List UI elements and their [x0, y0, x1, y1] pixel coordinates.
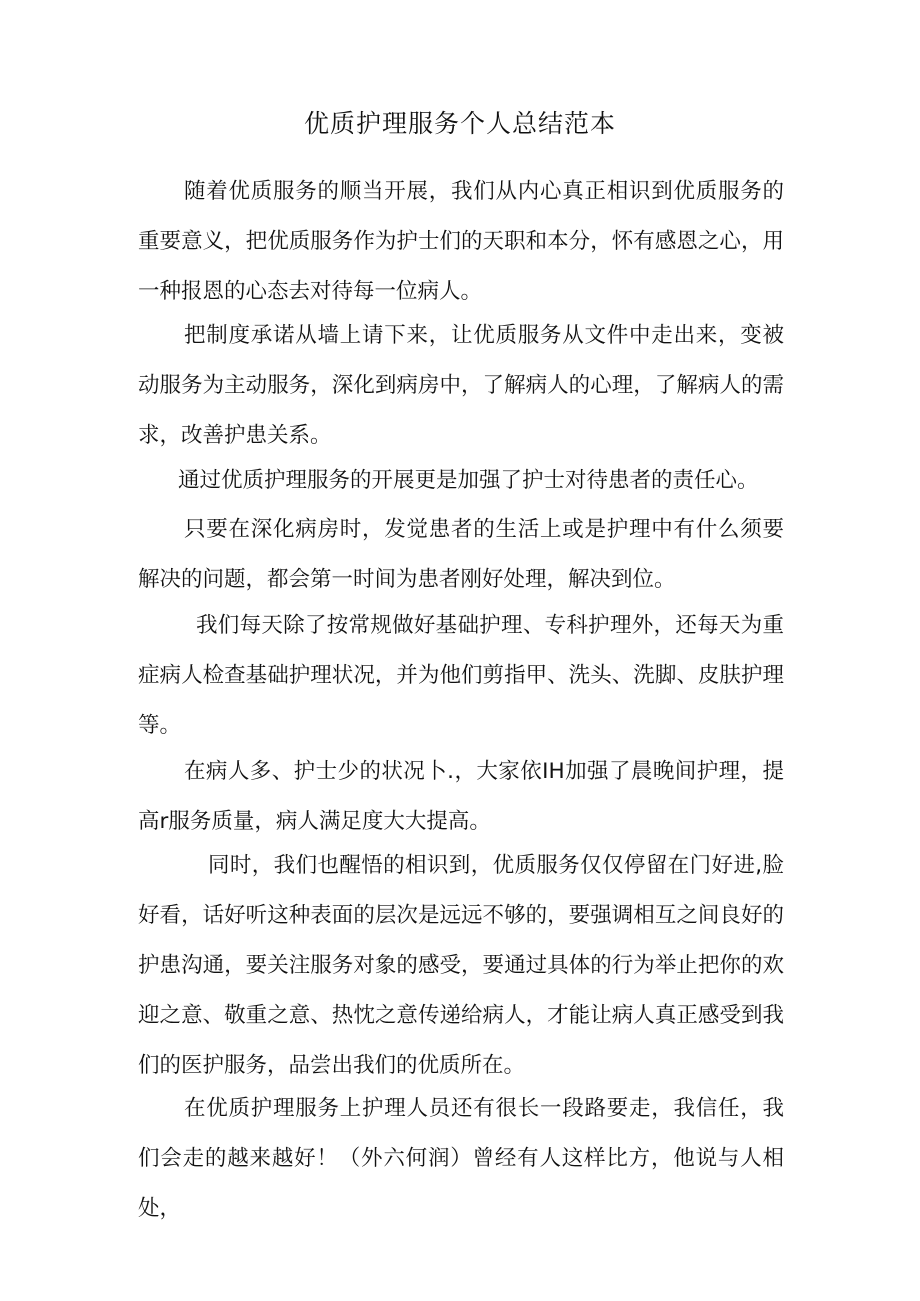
paragraph-3: 通过优质护理服务的开展更是加强了护士对待患者的责任心。 — [178, 468, 759, 493]
paragraph-7: 同时，我们也醒悟的相识到，优质服务仅仅停留在门好进,脸好看，话好听这种表面的层次是远远不够的，要强调相互之间良好的护患沟通，要关注服务对象的感受，要通过具体的行为举止把你的欢迎之意、敬重之意、热忱之意传递给病人，才能让病人真正感受到我们的医护服务，品尝出我们的优质所在。 — [138, 853, 784, 1078]
paragraph-1: 随着优质服务的顺当开展，我们从内心真正相识到优质服务的重要意义，把优质服务作为护士们的天职和本分，怀有感恩之心，用一种报恩的心态去对待每一位病人。 — [138, 179, 784, 304]
paragraph-5: 我们每天除了按常规做好基础护理、专科护理外，还每天为重症病人检查基础护理状况，并为他们剪指甲、洗头、洗脚、皮肤护理等。 — [138, 613, 784, 738]
paragraph-2: 把制度承诺从墙上请下来，让优质服务从文件中走出来，变被动服务为主动服务，深化到病房中，了解病人的心理，了解病人的需求，改善护患关系。 — [138, 323, 784, 448]
document-title: 优质护理服务个人总结范本 — [303, 109, 616, 138]
paragraph-6: 在病人多、护士少的状况卜.，大家依IH加强了晨晚间护理，提高r服务质量，病人满足度大大提高。 — [138, 759, 784, 834]
paragraph-8: 在优质护理服务上护理人员还有很长一段路要走，我信任，我们会走的越来越好！（外六何润）曾经有人这样比方，他说与人相处， — [138, 1096, 784, 1221]
paragraph-4: 只要在深化病房时，发觉患者的生活上或是护理中有什么须要解决的问题，都会第一时间为患者刚好处理，解决到位。 — [138, 517, 784, 592]
